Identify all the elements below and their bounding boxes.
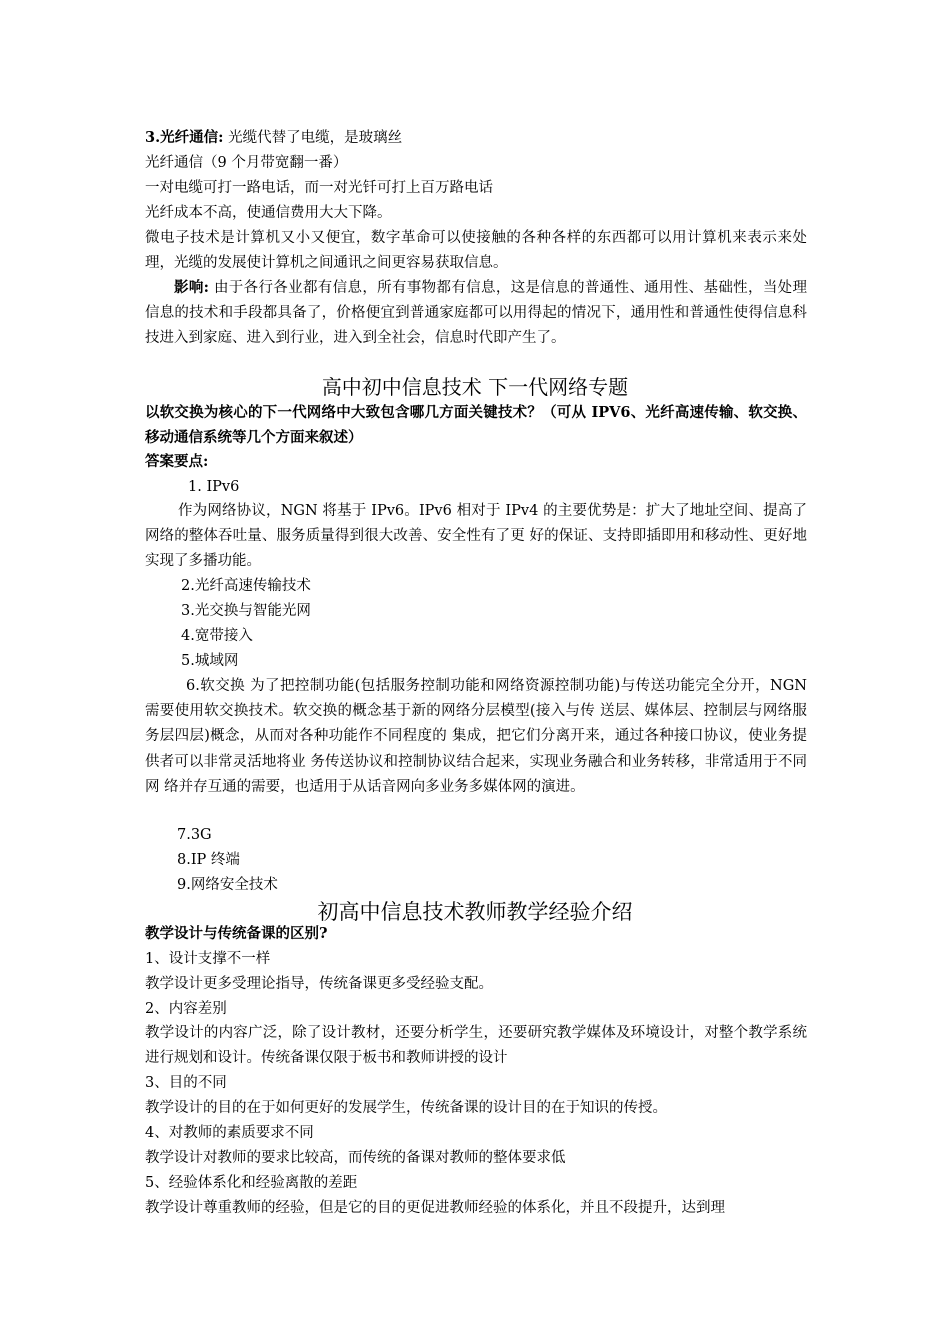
- section3-question: 教学设计与传统备课的区别?: [145, 925, 328, 942]
- section3-title: 初高中信息技术教师教学经验介绍: [317, 900, 633, 924]
- list-item-7: 7.3G: [177, 827, 212, 843]
- section2-question: 以软交换为核心的下一代网络中大致包含哪几方面关键技术？（可从 IPV6、光纤高速传输、软交换、移动通信系统等几个方面来叙述）: [145, 404, 807, 447]
- impact-label: 影响:: [174, 279, 210, 296]
- impact-text: 由于各行各业都有信息，所有事物都有信息，这是信息的普通性、通用性、基础性，当处理信息的技术和手段都具备了，价格便宜到普通家庭都可以用得起的情况下，通用性和普通性使得信息科技进入到家庭、进入到行业，进入到全社会，信息时代即产生了。: [145, 280, 807, 347]
- section2-title: 高中初中信息技术 下一代网络专题: [321, 375, 629, 399]
- list-item-3: 3.光交换与智能光网: [181, 603, 311, 619]
- fiber-heading-line: [145, 126, 402, 150]
- microelectronics-paragraph: 微电子技术是计算机又小又便宜，数字革命可以使接触的各种各样的东西都可以用计算机来表示来处理，光缆的发展使计算机之间通讯之间更容易获取信息。: [145, 230, 807, 272]
- list-item-1-desc: 作为网络协议，NGN 将基于 IPv6。IPv6 相对于 IPv4 的主要优势是：扩大了地址空间、提高了网络的整体吞吐量、服务质量得到很大改善、安全性有了更 好的保证、支持即插即用和移动性、更好地实现了多播功能。: [145, 503, 807, 570]
- impact-paragraph: [145, 275, 807, 352]
- answer-label: 答案要点:: [145, 453, 209, 470]
- list-item-5: 5.城域网: [181, 653, 239, 669]
- point-4-heading: 4、对教师的素质要求不同: [145, 1125, 314, 1141]
- point-1-text: 教学设计更多受理论指导，传统备课更多受经验支配。: [145, 976, 493, 992]
- list-item-2: 2.光纤高速传输技术: [181, 578, 311, 594]
- list-item-4: 4.宽带接入: [181, 628, 253, 644]
- fiber-line-2: 光纤通信（9 个月带宽翻一番）: [145, 155, 348, 171]
- fiber-line-3: 一对电缆可打一路电话，而一对光钎可打上百万路电话: [145, 180, 493, 196]
- point-3-text: 教学设计的目的在于如何更好的发展学生，传统备课的设计目的在于知识的传授。: [145, 1100, 667, 1116]
- point-1-heading: 1、设计支撑不一样: [145, 951, 271, 967]
- list-item-1: 1. IPv6: [188, 479, 240, 495]
- point-4-text: 教学设计对教师的要求比较高，而传统的备课对教师的整体要求低: [145, 1150, 566, 1166]
- point-2-heading: 2、内容差别: [145, 1001, 227, 1017]
- list-item-9: 9.网络安全技术: [177, 877, 278, 893]
- point-5-heading: 5、经验体系化和经验离散的差距: [145, 1175, 358, 1191]
- list-item-6-desc: 6.软交换 为了把控制功能(包括服务控制功能和网络资源控制功能)与传送功能完全分开，NGN 需要使用软交换技术。软交换的概念基于新的网络分层模型(接入与传 送层、媒体层、控制层与网络服务层四层)概念，从而对各种功能作不同程度的 集成，把它们分离开来，通过各种接口协议，使业务提供者可以非常灵活地将业 务传送协议和控制协议结合起来，实现业务融合和业务转移，非常适用于不同网 络并存互通的需要，也适用于从话音网向多业务多媒体网的演进。: [145, 678, 807, 795]
- fiber-heading-rest: 光缆代替了电缆，是玻璃丝: [223, 130, 403, 146]
- point-3-heading: 3、目的不同: [145, 1075, 227, 1091]
- list-item-8: 8.IP 终端: [177, 852, 240, 868]
- fiber-line-4: 光纤成本不高，使通信费用大大下降。: [145, 205, 392, 221]
- point-5-text: 教学设计尊重教师的经验，但是它的目的更促进教师经验的体系化，并且不段提升，达到理: [145, 1200, 725, 1216]
- fiber-heading: 3.光纤通信:: [145, 129, 224, 146]
- point-2-text: 教学设计的内容广泛，除了设计教材，还要分析学生，还要研究教学媒体及环境设计，对整个教学系统进行规划和设计。传统备课仅限于板书和教师讲授的设计: [145, 1025, 807, 1067]
